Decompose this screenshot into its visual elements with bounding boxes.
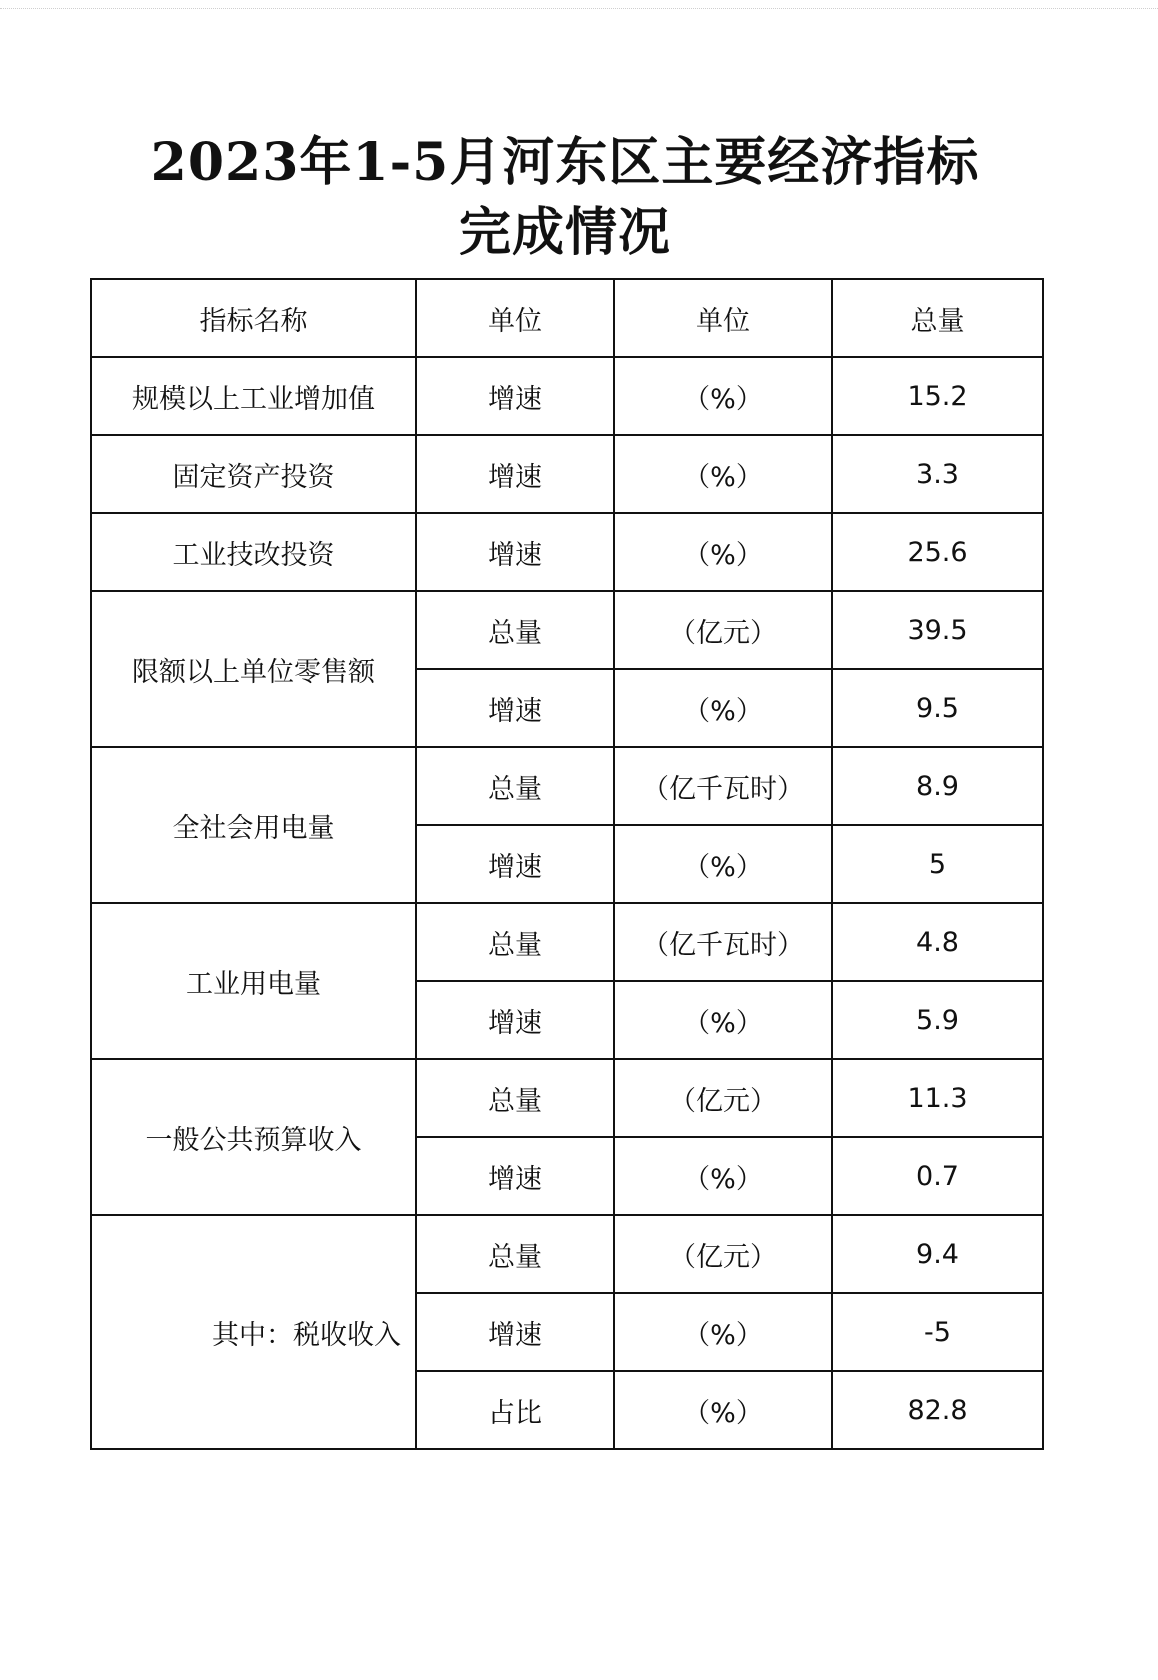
measure-cell: 增速 [416,825,614,903]
value-cell: 9.4 [832,1215,1043,1293]
value-cell: 15.2 [832,357,1043,435]
indicator-name: 工业用电量 [91,903,416,1059]
indicator-name: 规模以上工业增加值 [91,357,416,435]
unit-cell: （亿千瓦时） [614,903,832,981]
measure-cell: 总量 [416,1059,614,1137]
measure-cell: 增速 [416,513,614,591]
indicator-name: 限额以上单位零售额 [91,591,416,747]
header-measure: 单位 [416,279,614,357]
value-cell: 11.3 [832,1059,1043,1137]
measure-cell: 增速 [416,1137,614,1215]
indicator-name: 一般公共预算收入 [91,1059,416,1215]
measure-cell: 总量 [416,1215,614,1293]
measure-cell: 增速 [416,435,614,513]
table-row [91,1059,1043,1137]
unit-cell: （%） [614,825,832,903]
unit-cell: （%） [614,357,832,435]
measure-cell: 增速 [416,981,614,1059]
value-cell: 82.8 [832,1371,1043,1449]
value-cell: 25.6 [832,513,1043,591]
indicator-name: 其中：税收收入 [91,1215,416,1449]
title-line-2: 完成情况 [458,202,671,263]
value-cell: -5 [832,1293,1043,1371]
value-cell: 5.9 [832,981,1043,1059]
page-title [0,128,1130,268]
measure-cell: 总量 [416,903,614,981]
scan-edge-noise [0,0,1158,9]
measure-cell: 增速 [416,357,614,435]
table-row [91,591,1043,669]
value-cell: 5 [832,825,1043,903]
unit-cell: （%） [614,1293,832,1371]
header-indicator-name: 指标名称 [91,279,416,357]
table-row [91,435,1043,513]
unit-cell: （%） [614,1137,832,1215]
value-cell: 9.5 [832,669,1043,747]
table-row [91,747,1043,825]
title-line-1: 2023年1-5月河东区主要经济指标 [150,132,980,193]
measure-cell: 总量 [416,747,614,825]
header-value: 总量 [832,279,1043,357]
unit-cell: （%） [614,435,832,513]
unit-cell: （%） [614,669,832,747]
unit-cell: （亿元） [614,591,832,669]
indicator-name: 全社会用电量 [91,747,416,903]
value-cell: 8.9 [832,747,1043,825]
value-cell: 4.8 [832,903,1043,981]
measure-cell: 增速 [416,669,614,747]
economic-indicators-table [90,278,1044,1450]
value-cell: 39.5 [832,591,1043,669]
table-row [91,1215,1043,1293]
measure-cell: 增速 [416,1293,614,1371]
measure-cell: 总量 [416,591,614,669]
unit-cell: （亿元） [614,1215,832,1293]
indicator-name: 固定资产投资 [91,435,416,513]
measure-cell: 占比 [416,1371,614,1449]
unit-cell: （%） [614,1371,832,1449]
header-unit: 单位 [614,279,832,357]
table-row [91,903,1043,981]
table-header-row [91,279,1043,357]
unit-cell: （%） [614,981,832,1059]
indicator-name: 工业技改投资 [91,513,416,591]
unit-cell: （亿元） [614,1059,832,1137]
table-row [91,357,1043,435]
table-row [91,513,1043,591]
value-cell: 0.7 [832,1137,1043,1215]
value-cell: 3.3 [832,435,1043,513]
unit-cell: （亿千瓦时） [614,747,832,825]
unit-cell: （%） [614,513,832,591]
